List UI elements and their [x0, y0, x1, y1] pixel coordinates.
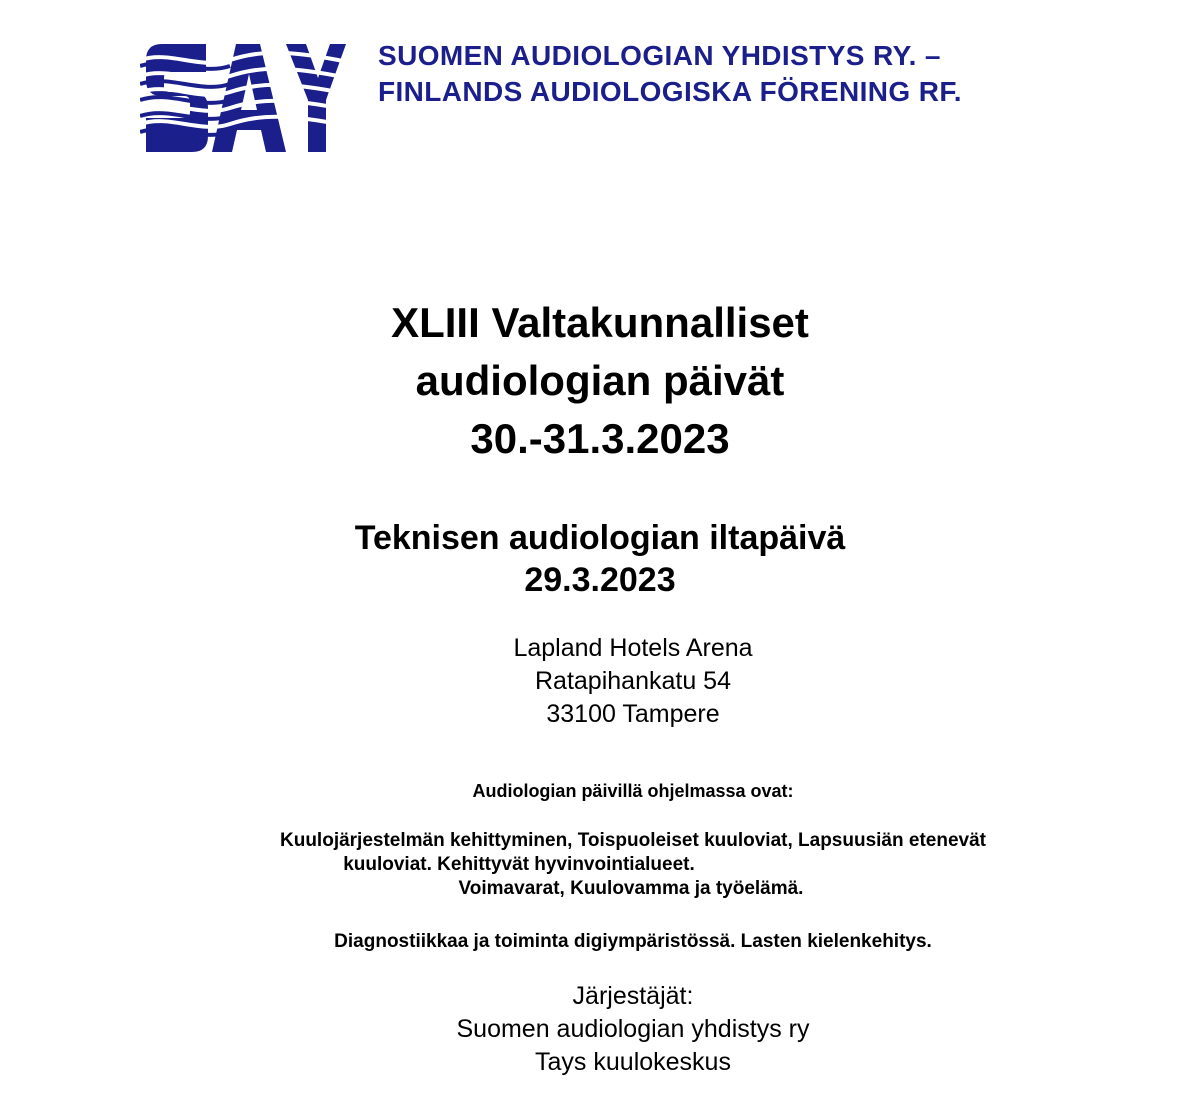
program-topics [0, 829, 1200, 901]
event-title [0, 294, 1200, 468]
venue-name: Lapland Hotels Arena [513, 634, 753, 662]
technical-afternoon-date: 29.3.2023 [524, 561, 676, 599]
organizer-1: Suomen audiologian yhdistys ry [456, 1015, 810, 1043]
organizers [433, 980, 833, 1079]
event-title-line-1: XLIII Valtakunnalliset [391, 299, 809, 346]
program-topics-line-2: kuuloviat. Kehittyvät hyvinvointialueet. [343, 854, 695, 875]
event-dates: 30.-31.3.2023 [470, 415, 730, 462]
technical-afternoon [0, 517, 1200, 601]
venue-street: Ratapihankatu 54 [535, 667, 731, 695]
venue-address [433, 632, 833, 731]
technical-afternoon-title: Teknisen audiologian iltapäivä [354, 519, 846, 557]
program-topics-extra: Diagnostiikkaa ja toiminta digiympäristössä. Lasten kielenkehitys. [334, 931, 932, 952]
event-title-line-2: audiologian päivät [415, 357, 785, 404]
say-logo [140, 38, 348, 158]
organizer-2: Tays kuulokeskus [535, 1048, 731, 1076]
organization-name-finnish: SUOMEN AUDIOLOGIAN YHDISTYS RY. – [378, 40, 941, 71]
program-heading: Audiologian päivillä ohjelmassa ovat: [472, 781, 794, 801]
organization-name [378, 38, 962, 110]
organizers-label: Järjestäjät: [572, 982, 694, 1010]
letterhead [140, 38, 1060, 160]
program-topics-line-3: Voimavarat, Kuulovamma ja työelämä. [458, 878, 804, 899]
say-logo-graphic [140, 38, 348, 158]
organization-name-swedish: FINLANDS AUDIOLOGISKA FÖRENING RF. [378, 76, 962, 107]
program-topics-line-1: Kuulojärjestelmän kehittyminen, Toispuoleiset kuuloviat, Lapsuusiän etenevät [280, 830, 986, 851]
venue-city: 33100 Tampere [546, 700, 720, 728]
